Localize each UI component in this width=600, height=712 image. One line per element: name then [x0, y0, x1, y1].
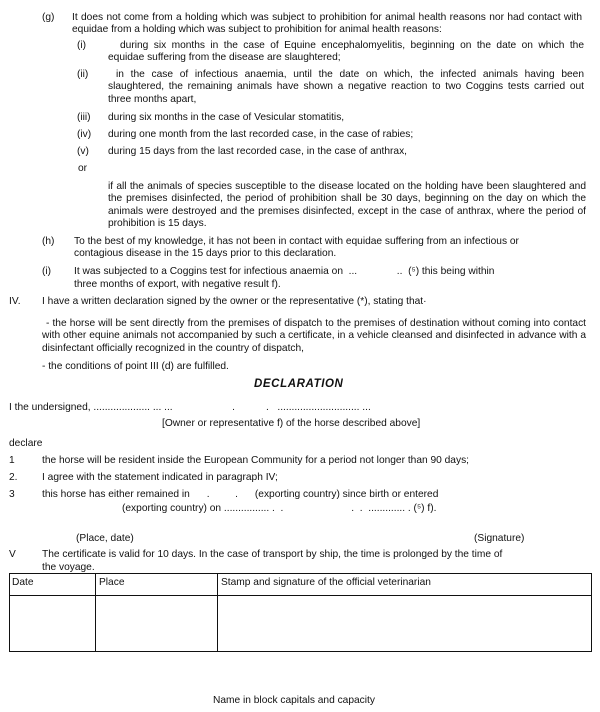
- g-item-text: during one month from the last recorded case, in the case of rabies;: [108, 129, 414, 140]
- g-item-text: during six months in the case of Vesicular stomatitis,: [108, 112, 345, 123]
- place-date-label: (Place, date): [76, 533, 134, 544]
- g-item-num: (v): [77, 146, 89, 157]
- declaration-point-text: I agree with the statement indicated in paragraph IV;: [42, 472, 278, 483]
- declaration-point-num: 1: [9, 455, 15, 466]
- label-i: (i): [42, 266, 52, 277]
- table-header-date: Date: [12, 577, 34, 588]
- owner-note: [Owner or representative f) of the horse described above]: [162, 418, 421, 429]
- label-g: (g): [42, 12, 55, 23]
- i-line1: It was subjected to a Coggins test for infectious anaemia on ... .. (⁵) this being within: [74, 266, 495, 277]
- iv-bullet-2: - the conditions of point III (d) are fulfilled.: [42, 361, 229, 372]
- h-text: To the best of my knowledge, it has not been in contact with equidae suffering from an infectious or contagious disease in the 15 days prior to this declaration.: [74, 236, 519, 260]
- declaration-point-3-line1: this horse has either remained in . . (exporting country) since birth or entered: [42, 489, 439, 500]
- i-line2: three months of export, with negative result f).: [74, 279, 281, 290]
- table-divider: [95, 574, 96, 651]
- v-line1: The certificate is valid for 10 days. In the case of transport by ship, the time is prolonged by the time of: [42, 549, 503, 560]
- g-text: It does not come from a holding which was subject to prohibition for animal health reasons nor had contact with equidae from a holding which was subject to prohibition for animal health reasons:: [72, 12, 582, 36]
- g-item-text: in the case of infectious anaemia, until the date on which, the infected animals having been slaughtered, the remaining animals have shown a negative reaction to two Coggins tests carried out three months apart,: [108, 69, 584, 105]
- iv-text: I have a written declaration signed by the owner or the representative (*), stating that·: [42, 296, 427, 307]
- declaration-point-num: 2.: [9, 472, 18, 483]
- undersigned-line: I the undersigned, .................... ... ... . . ............................. ...: [9, 402, 371, 413]
- g-item-num: (iii): [77, 112, 91, 123]
- label-v: V: [9, 549, 16, 560]
- v-line2: the voyage.: [42, 562, 95, 573]
- g-item-text: during 15 days from the last recorded case, in the case of anthrax,: [108, 146, 407, 157]
- declare-label: declare: [9, 438, 43, 449]
- declaration-point-3-line2: (exporting country) on ................ . . . . ............. . (⁵) f).: [122, 503, 437, 514]
- g-item-text: during six months in the case of Equine encephalomyelitis, beginning on the date on which the equidae suffering from the disease are slaughtered;: [108, 40, 584, 64]
- g-item-num: (i): [77, 40, 87, 51]
- declaration-title: DECLARATION: [254, 378, 344, 390]
- table-divider: [217, 574, 218, 651]
- g-or: or: [78, 163, 88, 174]
- declaration-point-num: 3: [9, 489, 15, 500]
- iv-bullet-1: - the horse will be sent directly from the premises of dispatch to the premises of destination without coming into contact with other equine animals not accompanied by such a certificate, in a vehicle cleansed and disinfected in advance with a disinfectant officially recognized in the country of dispatch,: [42, 318, 586, 354]
- name-capacity-label: Name in block capitals and capacity: [213, 695, 375, 706]
- label-h: (h): [42, 236, 55, 247]
- g-or-text: if all the animals of species susceptible to the disease located on the holding have been slaughtered and the premises disinfected, the period of prohibition shall be 30 days, beginning on the day on which the animals were destroyed and the premises disinfected, except in the case of anthrax, where the period of prohibition is 15 days.: [108, 181, 586, 230]
- label-iv: IV.: [9, 296, 21, 307]
- g-item-num: (iv): [77, 129, 92, 140]
- veterinarian-table: [9, 573, 592, 652]
- g-item-num: (ii): [77, 69, 89, 80]
- declaration-point-text: the horse will be resident inside the European Community for a period not longer than 90 days;: [42, 455, 469, 466]
- table-header-place: Place: [99, 577, 125, 588]
- signature-label: (Signature): [474, 533, 525, 544]
- table-header-stamp: Stamp and signature of the official veterinarian: [221, 577, 431, 588]
